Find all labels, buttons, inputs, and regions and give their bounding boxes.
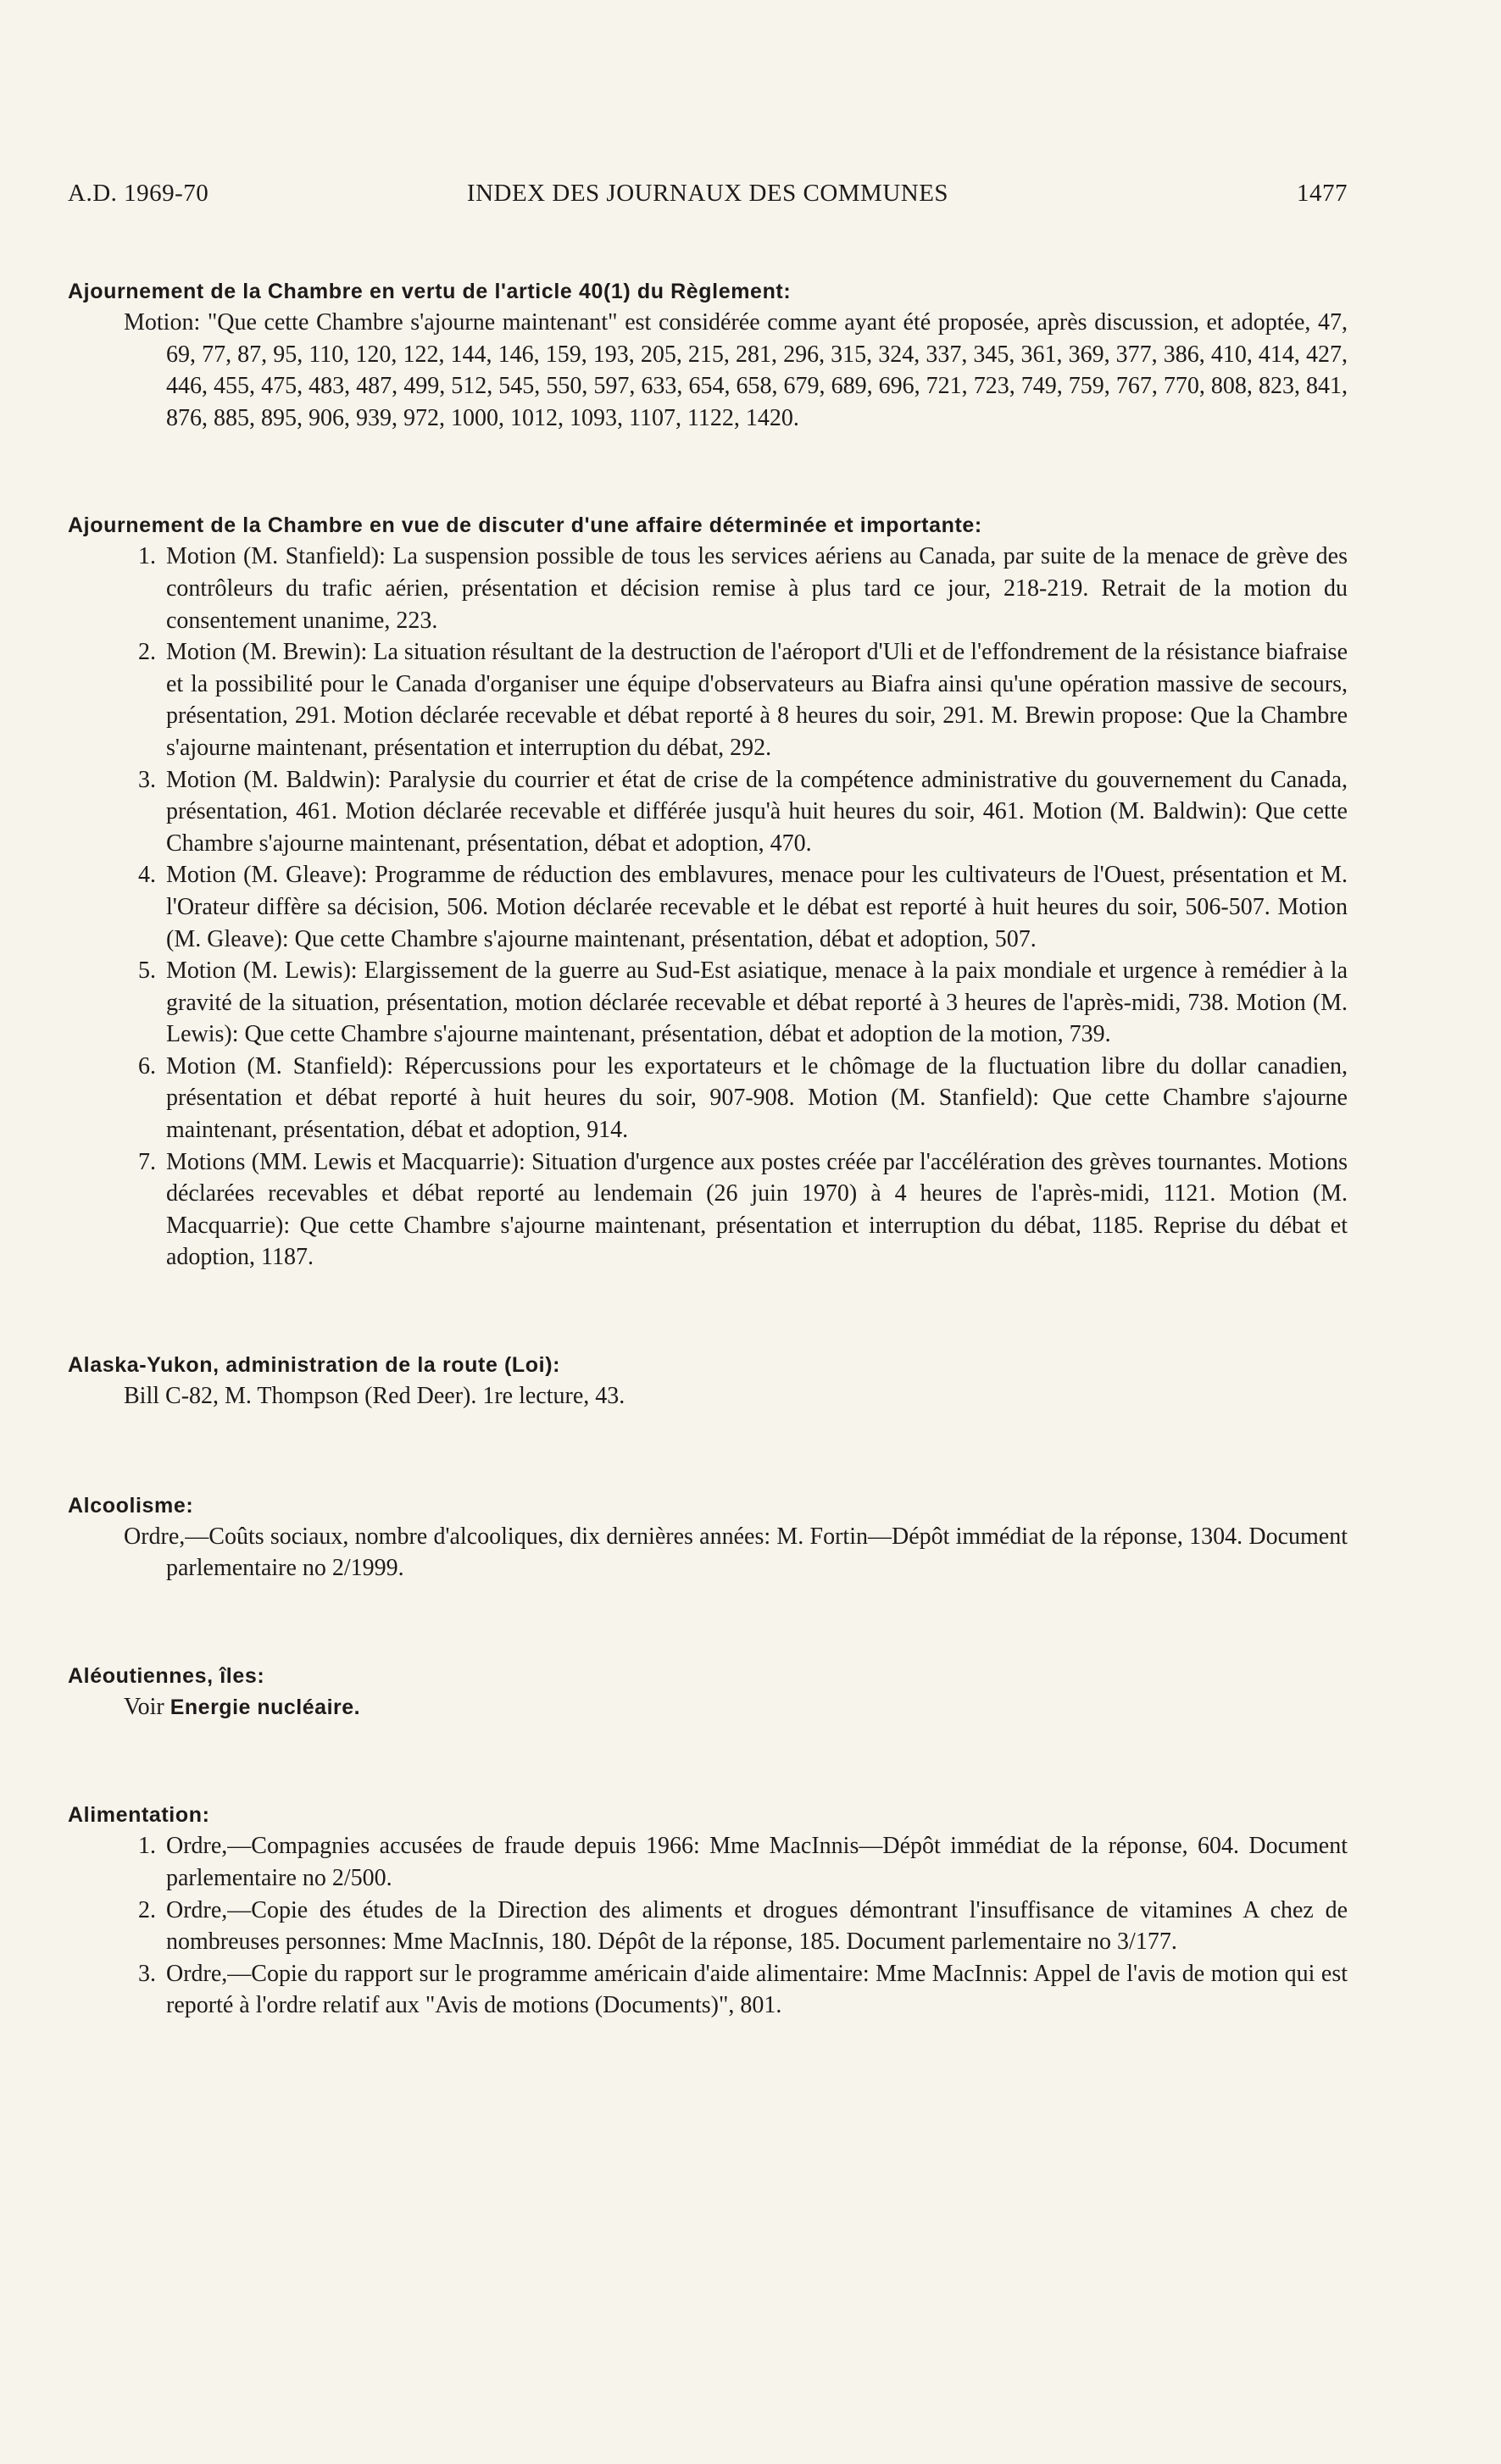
list-item (138, 859, 1348, 955)
item-text: Motion (M. Stanfield): Répercussions pour les exportateurs et le chômage de la fluctuation libre du dollar canadien, présentation et débat reporté à huit heures du soir, 907-908. Motion (M. Stanfield): Que cette Chambre s'ajourne maintenant, présentation, débat et adoption, 914. (166, 1052, 1348, 1144)
item-number: 6. (138, 1052, 156, 1079)
order-list (68, 1830, 1348, 2022)
list-item (138, 1895, 1348, 1958)
index-content (68, 276, 1348, 2022)
item-text: Ordre,—Copie du rapport sur le programme américain d'aide alimentaire: Mme MacInnis: Appel de l'avis de motion qui est reporté à l'ordre relatif aux "Avis de motions (Documents)", 801. (166, 1960, 1348, 2019)
item-text: Motions (MM. Lewis et Macquarrie): Situation d'urgence aux postes créée par l'accélération des grèves tournantes. Motions déclarées recevables et débat reporté au lendemain (26 juin 1970) à 4 heures de l'après-midi, 1121. Motion (M. Macquarrie): Que cette Chambre s'ajourne maintenant, présentation et interruption du débat, 1185. Reprise du débat et adoption, 1187. (166, 1148, 1348, 1271)
entry-text: Ordre,—Coûts sociaux, nombre d'alcooliques, dix dernières années: M. Fortin—Dépôt immédiat de la réponse, 1304. Document parlementaire no 2/1999. (124, 1523, 1348, 1582)
item-number: 7. (138, 1148, 156, 1175)
item-number: 3. (138, 766, 156, 793)
item-text: Motion (M. Stanfield): La suspension possible de tous les services aériens au Canada, par suite de la menace de grève des contrôleurs du trafic aérien, présentation et décision remise à plus tard ce jour, 218-219. Retrait de la motion du consentement unanime, 223. (166, 543, 1348, 634)
item-text: Motion (M. Gleave): Programme de réduction des emblavures, menace pour les cultivateurs de l'Ouest, présentation et M. l'Orateur diffère sa décision, 506. Motion déclarée recevable et le débat est reporté à huit heures du soir, 506-507. Motion (M. Gleave): Que cette Chambre s'ajourne maintenant, présentation, débat et adoption, 507. (166, 862, 1348, 952)
entry-heading: Alcoolisme: (68, 1493, 194, 1518)
list-item (138, 1051, 1348, 1146)
motion-list (68, 541, 1348, 1274)
item-number: 5. (138, 957, 156, 985)
entry-alimentation (68, 1800, 1348, 2022)
entry-ajournement-article-40 (68, 276, 1348, 434)
entry-heading: Alimentation: (68, 1803, 210, 1828)
header-title: INDEX DES JOURNAUX DES COMMUNES (466, 180, 949, 207)
list-item (138, 1830, 1348, 1894)
entry-ajournement-affaire-importante (68, 510, 1348, 1274)
list-item (138, 1146, 1348, 1274)
entry-heading: Aléoutiennes, îles: (68, 1663, 265, 1688)
list-item (138, 1958, 1348, 2022)
item-text: Motion (M. Brewin): La situation résultant de la destruction de l'aéroport d'Uli et de l'effondrement de la résistance biafraise et la possibilité pour le Canada d'organiser une équipe d'observateurs au Biafra ainsi qu'une opération massive de secours, présentation, 291. Motion déclarée recevable et débat reporté à 8 heures du soir, 291. M. Brewin propose: Que la Chambre s'ajourne maintenant, présentation et interruption du débat, 292. (166, 639, 1348, 761)
item-number: 4. (138, 862, 156, 889)
list-item (138, 955, 1348, 1051)
entry-text: Bill C-82, M. Thompson (Red Deer). 1re lecture, 43. (124, 1383, 625, 1410)
item-text: Motion (M. Baldwin): Paralysie du courrier et état de crise de la compétence administrative du gouvernement du Canada, présentation, 461. Motion déclarée recevable et différée jusqu'à huit heures du soir, 461. Motion (M. Baldwin): Que cette Chambre s'ajourne maintenant, présentation, débat et adoption, 470. (166, 766, 1348, 857)
list-item (138, 636, 1348, 763)
entry-alaska-yukon (68, 1350, 1348, 1412)
page-number: 1477 (1297, 180, 1348, 207)
item-text: Ordre,—Compagnies accusées de fraude depuis 1966: Mme MacInnis—Dépôt immédiat de la réponse, 604. Document parlementaire no 2/500. (166, 1833, 1348, 1891)
entry-heading: Ajournement de la Chambre en vertu de l'article 40(1) du Règlement: (68, 280, 792, 303)
list-item (138, 764, 1348, 860)
item-number: 2. (138, 1896, 156, 1923)
see-prefix: Voir (124, 1693, 170, 1720)
item-text: Ordre,—Copie des études de la Direction des aliments et drogues démontrant l'insuffisance de vitamines A chez de nombreuses personnes: Mme MacInnis, 180. Dépôt de la réponse, 185. Document parlementaire no 3/177. (166, 1896, 1348, 1956)
item-number: 1. (138, 1833, 156, 1860)
entry-heading: Ajournement de la Chambre en vue de discuter d'une affaire déterminée et importante: (68, 513, 982, 538)
entry-aleoutiennes (68, 1661, 1348, 1724)
entry-text: Motion: "Que cette Chambre s'ajourne maintenant" est considérée comme ayant été proposée, après discussion, et adoptée, 47, 69, 77, 87, 95, 110, 120, 122, 144, 146, 159, 193, 205, 215, 281, 296, 315, 324, 337, 345, 361, 369, 377, 386, 410, 414, 427, 446, 455, 475, 483, 487, 499, 512, 545, 550, 597, 633, 654, 658, 679, 689, 696, 721, 723, 749, 759, 767, 770, 808, 823, 841, 876, 885, 895, 906, 939, 972, 1000, 1012, 1093, 1107, 1122, 1420. (124, 309, 1348, 431)
item-number: 3. (138, 1960, 156, 1987)
entry-alcoolisme (68, 1490, 1348, 1584)
entry-text (124, 1691, 1348, 1724)
item-text: Motion (M. Lewis): Elargissement de la guerre au Sud-Est asiatique, menace à la paix mondiale et urgence à remédier à la gravité de la situation, présentation, motion déclarée recevable et débat reporté à 3 heures de l'après-midi, 738. Motion (M. Lewis): Que cette Chambre s'ajourne maintenant, présentation, débat et adoption de la motion, 739. (166, 957, 1348, 1048)
item-number: 1. (138, 543, 156, 570)
entry-heading: Alaska-Yukon, administration de la route (Loi): (68, 1353, 561, 1378)
item-number: 2. (138, 639, 156, 666)
list-item (138, 541, 1348, 636)
cross-reference: Energie nucléaire. (170, 1695, 361, 1719)
header-year: A.D. 1969-70 (68, 180, 209, 207)
running-head (68, 180, 1348, 214)
